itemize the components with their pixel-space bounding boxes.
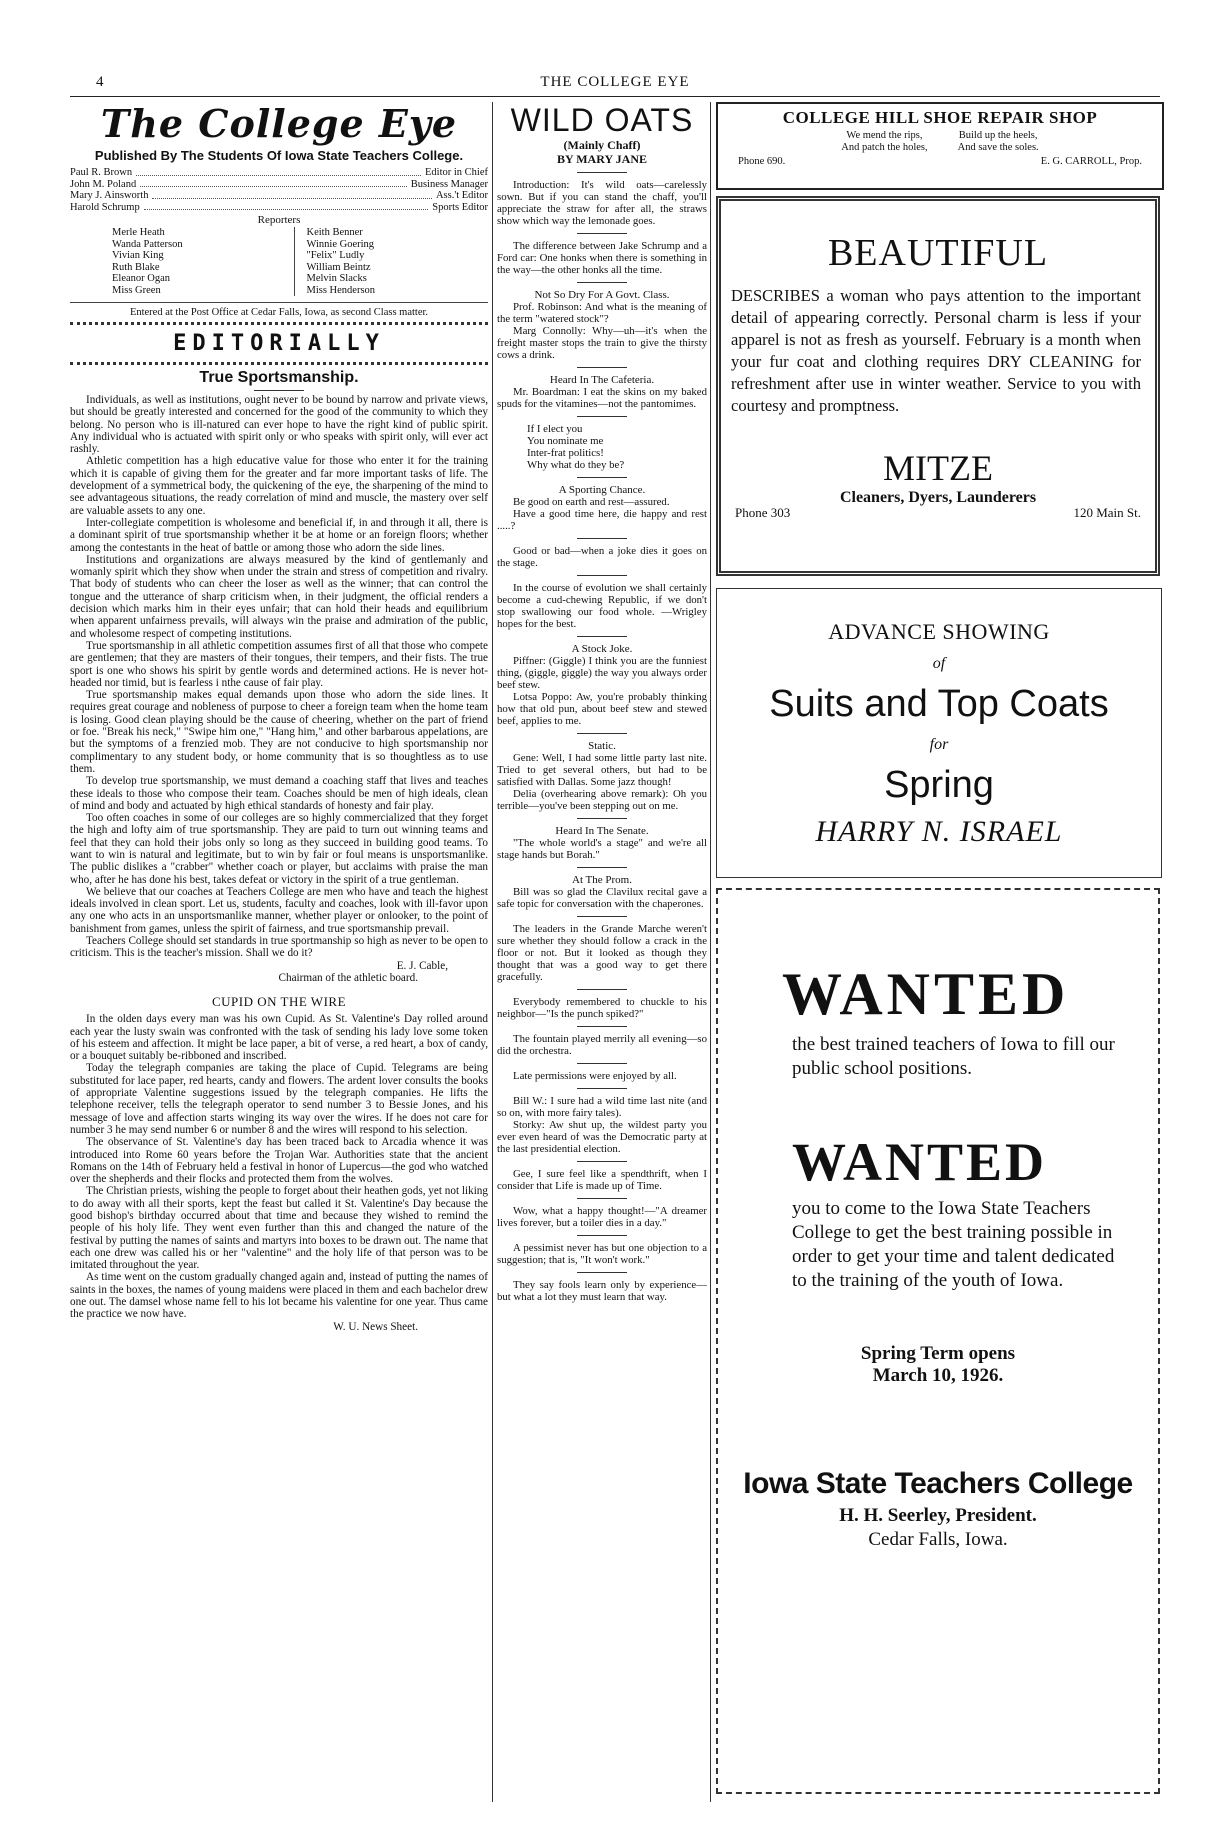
- column-rule: [710, 102, 711, 1802]
- page-header: [70, 74, 1160, 97]
- item-heading: Heard In The Cafeteria.: [549, 374, 655, 386]
- reporter-name: William Beintz: [306, 261, 371, 273]
- item-text: Storky: Aw shut up, the wildest party you ever even heard of was the Democratic party at the last presidential election.: [497, 1119, 707, 1155]
- editorially-heading: EDITORIALLY: [173, 331, 385, 356]
- reporter-name: Vivian King: [112, 250, 164, 261]
- istc-president: H. H. Seerley, President.: [839, 1505, 1037, 1526]
- divider: [577, 1161, 627, 1162]
- shoe-phone: Phone 690.: [738, 156, 786, 167]
- item-heading: Heard In The Senate.: [555, 825, 649, 837]
- newspaper-title: THE COLLEGE EYE: [540, 74, 690, 90]
- poem-line: You nominate me: [527, 435, 604, 447]
- israel-line2: Suits and Top Coats: [769, 683, 1109, 725]
- item-text: Good or bad—when a joke dies it goes on the stage.: [497, 545, 707, 569]
- divider: [577, 818, 627, 819]
- column-rule: [492, 102, 493, 1802]
- paragraph: As time went on the custom gradually changed again and, instead of putting the names of saints in the boxes, the names of young maidens were placed in them and each bachelor drew one out. The damsel whose name fell to his lot became his valentine for one year. Thus came the practice we now have.: [70, 1271, 488, 1321]
- sportsmanship-title: True Sportsmanship.: [199, 369, 359, 386]
- staff-row: [70, 167, 488, 179]
- item-text: "The whole world's a stage" and we're all stage hands but Borah.": [497, 837, 707, 861]
- reporter-name: Ruth Blake: [112, 261, 160, 273]
- cupid-source: W. U. News Sheet.: [333, 1320, 418, 1333]
- wanted-heading-1: WANTED: [782, 961, 1070, 1027]
- poem: [497, 423, 707, 471]
- reporters-label: Reporters: [257, 214, 301, 226]
- item-text: Marg Connolly: Why—uh—it's when the freight master stops the train to give the thirsty cows a drink.: [497, 325, 707, 361]
- item-text: Mr. Boardman: I eat the skins on my baked spuds for the vitamines—not the pantomimes.: [497, 386, 707, 410]
- item-text: In the course of evolution we shall certainly become a cud-chewing Republic, if we don't stop swallowing our food whole. —Wrigley hopes for the best.: [497, 582, 707, 630]
- divider: [577, 172, 627, 173]
- reporters-list: [112, 227, 488, 296]
- divider: [577, 916, 627, 917]
- wild-oats-column: [497, 102, 707, 1802]
- item-text: Lotsa Poppo: Aw, you're probably thinking how that old pun, about beef stew and stewed beef, applies to me.: [497, 691, 707, 727]
- divider: [577, 367, 627, 368]
- signature: E. J. Cable,: [396, 959, 448, 972]
- reporter-name: Melvin Slacks: [306, 273, 367, 284]
- paragraph: We believe that our coaches at Teachers College are men who have and teach the highest ideals involved in clean sport. Let us, students, faculty and coaches, look with ill-favor upon any one who acts in an unsportsmanlike manner, whether player or onlooker, to the point of banishment from games, unless the spirit of fairness, and true sportsmanship prevail.: [70, 885, 488, 935]
- paragraph: True sportsmanship in all athletic competition assumes first of all that those who compete are gentlemen; that they are masters of their tongues, their tempers, and their fists. The true sport is one who shows his spirit by gentle words and determined actions. He is never hot-headed nor timid, but is fearless i nthe cause of fair play.: [70, 639, 488, 689]
- divider: [577, 1198, 627, 1199]
- masthead-title: The College Eye: [100, 102, 458, 146]
- divider: [577, 538, 627, 539]
- israel-name: HARRY N. ISRAEL: [815, 815, 1063, 848]
- staff-row: [70, 179, 488, 191]
- item-text: Wow, what a happy thought!—"A dreamer lives forever, but a toiler dies in a day.": [497, 1205, 707, 1229]
- mitze-address: 120 Main St.: [1073, 505, 1141, 520]
- reporter-name: Miss Henderson: [306, 284, 376, 296]
- leader-dots: [140, 179, 407, 188]
- staff-row: [70, 202, 488, 214]
- divider: [577, 416, 627, 417]
- item-text: They say fools learn only by experience—but what a lot they must learn that way.: [497, 1279, 707, 1303]
- mitze-name: MITZE: [883, 448, 993, 488]
- israel-of: of: [932, 655, 946, 672]
- item-heading: At The Prom.: [572, 874, 632, 886]
- item-text: Be good on earth and rest—assured.: [513, 496, 670, 508]
- wild-oats-byline: BY MARY JANE: [556, 152, 648, 166]
- spring-term-1: Spring Term opens: [860, 1343, 1016, 1364]
- paragraph: Athletic competition has a high educative value for those who enter it for the training which it is capable of giving them for the greater and far more important tasks of life. The development of a symmetrical body, the quickening of the eye, the sharpening of the mind to see advantageous situations, the ready correlation of mind and muscle, the mastery over self are valuable assets to any one.: [70, 455, 488, 517]
- reporter-name: Winnie Goering: [306, 238, 375, 250]
- paragraph: The observance of St. Valentine's day has been traced back to Arcadia whence it was introduced into Rome 60 years before the Trojan War. Authorities state that the ancient Romans on the 14th of February held a festival in honor of Lupercus—the god who watched over the shepherds and their flocks and protected them from the wolves.: [70, 1136, 488, 1186]
- staff-row: [70, 190, 488, 202]
- poem-line: Why what do they be?: [527, 459, 625, 471]
- item-text: Delia (overhearing above remark): Oh you terrible—you've been stepping out on me.: [497, 788, 707, 812]
- reporters-right: [307, 227, 489, 296]
- israel-for: for: [929, 736, 949, 753]
- israel-line1: ADVANCE SHOWING: [828, 619, 1050, 644]
- reporters-left: [112, 227, 295, 296]
- item-heading: A Sporting Chance.: [558, 484, 646, 496]
- paragraph: To develop true sportsmanship, we must demand a coaching staff that lives and teaches these ideals to those who compose their team. Coaches should be men of high ideals, clean of mind and body and actuated by high ethical standards of honesty and fair play.: [70, 775, 488, 812]
- item-text: Bill W.: I sure had a wild time last nite (and so on, with more fairy tales).: [497, 1095, 707, 1119]
- shoe-right-2: And save the soles.: [957, 142, 1039, 153]
- shoe-shop-title: COLLEGE HILL SHOE REPAIR SHOP: [782, 108, 1098, 127]
- istc-name: Iowa State Teachers College: [743, 1467, 1133, 1500]
- divider: [577, 233, 627, 234]
- item-heading: Not So Dry For A Govt. Class.: [534, 289, 670, 301]
- reporter-name: Eleanor Ogan: [112, 273, 171, 284]
- shoe-right-1: Build up the heels,: [958, 130, 1038, 141]
- paragraph: In the olden days every man was his own Cupid. As St. Valentine's Day rolled around each year the lusty swain was confronted with the task of sending his lady love some token of his esteem and affection. It might be lace paper, a bit of verse, a red heart, a box of candy, or a bouquet suitably be-ribboned and inscribed.: [70, 1013, 488, 1063]
- wild-oats-body: [497, 179, 707, 1303]
- leader-dots: [136, 167, 421, 176]
- divider: [577, 1026, 627, 1027]
- divider: [577, 1272, 627, 1273]
- wanted-text-2: you to come to the Iowa State Teachers College to get the best training possible in order to get your time and talent dedicated to the training of the youth of Iowa.: [792, 1198, 1115, 1291]
- divider: [577, 477, 627, 478]
- cupid-title: CUPID ON THE WIRE: [211, 994, 347, 1010]
- reporter-name: Keith Benner: [306, 227, 363, 238]
- staff-role: Sports Editor: [432, 201, 488, 213]
- item-text: A pessimist never has but one objection to a suggestion; that is, "It won't work.": [497, 1242, 707, 1266]
- divider: [577, 1235, 627, 1236]
- shoe-shop-ad: [716, 102, 1164, 190]
- paragraph: Inter-collegiate competition is wholesome and beneficial if, in and through it all, there is a dominant spirit of true sportsmanship whether it be at home or an foreign floors; whether among the contestants in the heat of battle or among those who adorn the side lines.: [70, 516, 488, 554]
- shoe-left-2: And patch the holes,: [841, 142, 928, 153]
- item-text: Piffner: (Giggle) I think you are the funniest thing, (giggle, giggle) the way you always order beef stew.: [497, 655, 707, 691]
- mitze-headline: BEAUTIFUL: [827, 232, 1049, 274]
- paragraph: Individuals, as well as institutions, ought never to be bound by narrow and private views, but should be greatly interested and concerned for the good of the community to which they belong. No person who is ill-natured can ever hope to have the right kind of public spirit. Any individual who is actuated with spirit only or who speaks with spirit only, will ever act rashly.: [70, 394, 488, 456]
- divider: [254, 390, 304, 391]
- paragraph: Today the telegraph companies are taking the place of Cupid. Telegrams are being substituted for lace paper, red hearts, candy and flowers. The ardent lover consults the books of appropriate Valentine suggestions issued by the telegraph companies. He lifts the telephone receiver, tells the telegraph operator to send number 3 to Bessie Jones, and his message of love and affection starts winging its way over the wires. If he does not care for number 3 he may send number 6 or number 8 and the wires will respond to his selection.: [70, 1062, 488, 1136]
- wanted-heading-2: WANTED: [792, 1132, 1048, 1192]
- staff-name: John M. Poland: [70, 178, 137, 190]
- reporter-name: Wanda Patterson: [112, 238, 183, 250]
- item-text: The fountain played merrily all evening—so did the orchestra.: [497, 1033, 707, 1057]
- israel-line3: Spring: [884, 764, 994, 806]
- staff-name: Paul R. Brown: [70, 167, 133, 178]
- spring-term: [718, 1343, 1158, 1387]
- page-number: 4: [96, 74, 104, 90]
- sportsmanship-body: [70, 394, 488, 960]
- divider: [577, 733, 627, 734]
- poem-line: If I elect you: [527, 423, 583, 435]
- item-text: Late permissions were enjoyed by all.: [513, 1070, 677, 1082]
- wanted-text-1: the best trained teachers of Iowa to fill our public school positions.: [792, 1034, 1115, 1079]
- editorial-column: [70, 102, 488, 1802]
- shoe-left-1: We mend the rips,: [846, 130, 923, 141]
- staff-list: [70, 167, 488, 213]
- cupid-body: [70, 1013, 488, 1320]
- poem-line: Inter-frat politics!: [527, 447, 604, 459]
- paragraph: Too often coaches in some of our colleges are so highly commercialized that they forget the high and lofty aim of true sportsmanship. They are paid to turn out winning teams and feel that they can hold their jobs only so long as they succeed in building good teams. To want to win is natural and legitimate, but to win by fair or foul means is unsportsmanlike. The public dislikes a "crabber" whether coach or player, but acclaims with praise the man who, after he has done his best, takes defeat or victory in the spirit of a true gentleman.: [70, 812, 488, 886]
- reporter-name: "Felix" Ludly: [306, 250, 365, 261]
- item-text: The leaders in the Grande Marche weren't sure whether they should follow a crack in the floor or not. But it looked as though they thought that was a good way to get there gracefully.: [497, 923, 707, 983]
- staff-name: Harold Schrump: [70, 201, 140, 213]
- istc-ad: [716, 888, 1160, 1794]
- divider: [577, 1088, 627, 1089]
- signature-title: Chairman of the athletic board.: [278, 971, 418, 984]
- item-text: Prof. Robinson: And what is the meaning of the term "watered stock"?: [497, 301, 707, 325]
- mitze-ad: [716, 196, 1160, 576]
- divider: [577, 989, 627, 990]
- paragraph: True sportsmanship makes equal demands upon those who adorn the side lines. It requires great courage and nobleness of purpose to cheer a foreign team when the home team is losing. Good clean playing should be the cause of cheering, whether on the part of friend or foe. "Break his neck," "Swipe him one," "Hang him," and other barbarous appelations, are but the symptoms of a frenzied mob. They are not conducive to high sportsmanship nor complimentary to any student body, or home community that is so thoughtless as to use them.: [70, 689, 488, 775]
- item-text: Have a good time here, die happy and rest .....?: [497, 508, 707, 532]
- reporter-name: Miss Green: [112, 284, 161, 296]
- mitze-sub: Cleaners, Dyers, Launderers: [839, 489, 1037, 506]
- leader-dots: [144, 202, 429, 211]
- item-text: Gee, I sure feel like a spendthrift, when I consider that Life is made up of Time.: [497, 1168, 707, 1192]
- paragraph: Teachers College should set standards in true sportmanship so high as never to be open to criticism. This is the teacher's mission. Shall we do it?: [70, 935, 488, 960]
- wild-oats-title: WILD OATS: [510, 102, 694, 138]
- publisher-line: Published By The Students Of Iowa State Teachers College.: [94, 148, 464, 163]
- mitze-phone: Phone 303: [735, 505, 791, 520]
- paragraph: The Christian priests, wishing the people to forget about their heathen gods, yet not liking to do away with all their sports, kept the feast but called it St. Valentine's Day because the good bishop's birthday occurred about that time and because they wished to remind the people of his holy life. They went even further than this and changed the nature of the festival by putting the names of saints and martyrs into boxes to be drawn out. The name that each one drew was called his or her "valentine" and the holy life of that person was to be imitated throughout the year.: [70, 1185, 488, 1272]
- staff-role: Business Manager: [410, 178, 488, 190]
- item-heading: Static.: [588, 740, 616, 752]
- item-heading: A Stock Joke.: [571, 643, 633, 655]
- istc-city: Cedar Falls, Iowa.: [868, 1529, 1008, 1550]
- item-text: Gene: Well, I had some little party last nite. Tried to get several others, but had to be satisfied with Dallas. Some jazz though!: [497, 752, 707, 788]
- staff-name: Mary J. Ainsworth: [70, 190, 149, 201]
- wild-oats-subtitle: (Mainly Chaff): [563, 138, 641, 152]
- item-text: Everybody remembered to chuckle to his neighbor—"Is the punch spiked?": [497, 996, 707, 1020]
- paragraph: Institutions and organizations are always measured by the kind of gentlemanly and womanly spirit which they show when under the strain and stress of competition and rivalry. That body of students who can cheer the loser as well as the winner; that can control the tongue and the utterance of sharp criticism when, in their judgment, the official renders a decision which marks him in their eyes unfair; that can hold their heads and equilibrium when apparent unfairness prevails, will always win the praise and admiration of the public, and wholesome respect of competing institutions.: [70, 553, 488, 640]
- staff-role: Editor in Chief: [425, 167, 488, 178]
- divider: [577, 575, 627, 576]
- divider: [577, 636, 627, 637]
- item-text: Bill was so glad the Clavilux recital gave a safe topic for conversation with the chaperones.: [497, 886, 707, 910]
- item-text: The difference between Jake Schrump and a Ford car: One honks when there is something in the way—the other honks all the time.: [497, 240, 707, 276]
- divider: [577, 282, 627, 283]
- leader-dots: [152, 190, 431, 199]
- shoe-prop: E. G. CARROLL, Prop.: [1040, 156, 1142, 167]
- staff-role: Ass.'t Editor: [435, 190, 488, 201]
- divider: [577, 867, 627, 868]
- spring-term-2: March 10, 1926.: [872, 1365, 1004, 1386]
- editorially-banner: [70, 322, 488, 365]
- entered-notice: Entered at the Post Office at Cedar Falls, Iowa, as second Class matter.: [70, 302, 488, 318]
- mitze-text: DESCRIBES a woman who pays attention to the important detail of appearing correctly. Personal charm is less if your apparel is not as fresh as yourself. February is a month when your fur coat and clothing requires DRY CLEANING for refreshment after use in winter weather. Service to you with courtesy and promptness.: [731, 286, 1141, 415]
- israel-ad: [716, 588, 1162, 878]
- item-text: Introduction: It's wild oats—carelessly sown. But if you can stand the chaff, you'll appreciate the straw for after all, the straws show which way the lemonade goes.: [497, 179, 707, 227]
- divider: [577, 1063, 627, 1064]
- reporter-name: Merle Heath: [112, 227, 165, 238]
